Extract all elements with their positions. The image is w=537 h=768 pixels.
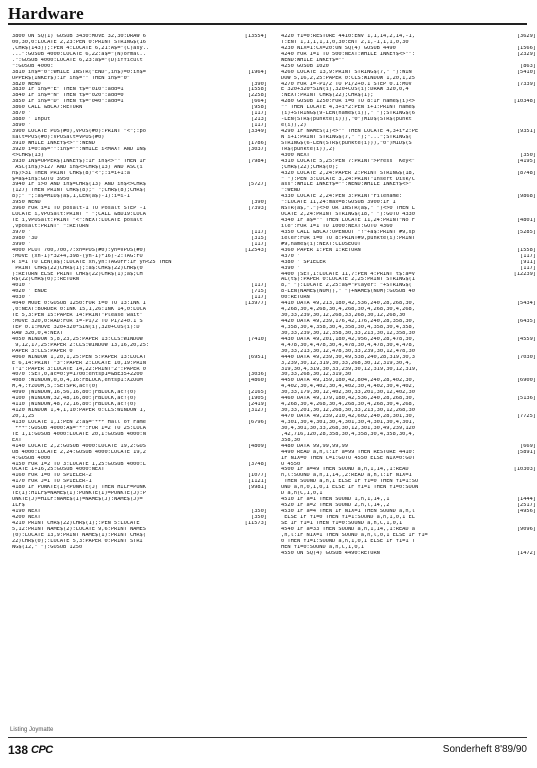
code-text: ":LOCATE 11,24:max=8:GOSUB 3900:IF I — [281, 200, 396, 206]
code-text: HEN f1=0:SOUND a,h,C,1,0,1 — [281, 544, 364, 550]
checksum: [5434] — [516, 301, 536, 307]
code-text: 4060 WINDOW 1,20,1,25:PEN 5:PAPER 13:LOCAT — [12, 354, 146, 360]
checksum: [6435] — [516, 319, 536, 324]
checksum: [4860] — [247, 378, 267, 384]
checksum: [350] — [251, 509, 267, 514]
code-text: -LEN(STR$(punkte(i))),"0")MID$(STR$(punkt — [281, 117, 412, 123]
code-text: 4300 NEXT — [281, 152, 310, 158]
code-text: 4440 DATA 49,239,30,49,538,240,28,319,30,3 — [281, 354, 415, 360]
code-text: 3,239,30,12,319,30,33,268,30,12,319,30,4, — [281, 360, 412, 366]
checksum: [2329] — [516, 51, 536, 57]
code-text: 3990 ' — [12, 241, 32, 247]
code-text: ):RETURN ELSE PRINT CHR$(22)CHR$(1);a$;CH — [12, 271, 143, 277]
code-text: 4220 f1=0:RESTORE 4410:ENV 1,1,14,2,14,-1, — [281, 34, 415, 39]
code-text: 30,33,239,30,12,268,33,268,30,12,268,30 — [281, 313, 406, 319]
code-text: 4,402,30,4,402,30,4,402,30,4,402,30,4,402, — [281, 384, 415, 390]
code-text: O 4550 — [281, 461, 301, 467]
checksum: [1964] — [247, 69, 267, 75]
code-text: 4480 DATA 99,99,99,99 — [281, 443, 348, 449]
code-text: 4530 IF a=4 THEN IF NIX=1 THEN SOUND a,h,l — [281, 509, 415, 514]
checksum: [117] — [251, 123, 267, 129]
code-text: 4460 DATA 49,179,180,42,536,240,28,268,30, — [281, 396, 415, 402]
issue-label: Sonderheft 8'89/90 — [442, 744, 527, 755]
checksum: [10348] — [513, 99, 536, 105]
code-text: 358,30 — [281, 437, 301, 443]
code-text: 30,33,239,30,12,358,30,33,213,30,12,358,30 — [281, 330, 415, 336]
checksum: [863] — [520, 63, 536, 69]
checksum: [350] — [520, 152, 536, 158]
checksum: [7725] — [516, 414, 536, 419]
code-text: OCATE I+16,25:GOSUB 4000:NEXT — [12, 467, 105, 473]
code-text: 4330 LOCATE 2,24:PEN 3:PRINT"Filename: — [281, 194, 403, 200]
code-text: 3970 ' — [12, 229, 32, 235]
code-text: 3920 i=0:a$="":in$="":WHILE i<MAX! AND IN$ — [12, 146, 146, 152]
code-text: 4320 LOCATE 2,24:PAPER 2:PRINT STRING$(18, — [281, 170, 415, 176]
checksum: [1077] — [247, 473, 267, 479]
code-text: 4090 |WINDOW,16,56,16,80:|FBLOCK,ac!(0) — [12, 390, 137, 396]
code-text: 4020 ' ENDE — [12, 289, 48, 295]
checksum: [1786] — [247, 140, 267, 146]
code-text: 4140 LOCATE 2,2:GOSUB 4000:LOCATE 19,2:GOS — [12, 443, 146, 449]
code-text: PAPER 3:CLS:PAPER 0 — [12, 348, 73, 354]
checksum: [5136] — [516, 396, 536, 402]
checksum: [2517] — [516, 503, 536, 509]
code-text: 8," "):LOCATE 2,25:a$="Player: "+STRING$( — [281, 283, 412, 289]
code-text: ELSE IF f1=0 THEN f1=1:SOUND a,h,1,0,1 EL — [281, 514, 415, 520]
code-text: ILF$ — [12, 503, 25, 509]
code-text: TR$(punkte(i)),2) — [281, 146, 336, 152]
checksum: [117] — [520, 253, 536, 259]
checksum: [715] — [251, 289, 267, 295]
checksum: [117] — [251, 295, 267, 301]
listing-column-right — [281, 34, 536, 724]
code-text: 4290 IF NAMES(I)<>"" THEN LOCATE 4,3+i*2:PE — [281, 129, 419, 134]
code-text: ...":GOSUB 4000:LOCATE 6,22:a$="(N)ormal.. — [12, 51, 146, 57]
code-text: 4,478,30,4,478,30,4,478,30,4,478,30,4,478, — [281, 342, 415, 348]
code-text: ,vposalt:PRINT" ":RETURN — [12, 224, 89, 229]
code-text: 4230 NIX=1:CX=20:ON SQ(4) GOSUB 4490 — [281, 45, 396, 51]
code-text: 4450 DATA 49,159,180,42,804,240,28,402,30, — [281, 378, 415, 384]
checksum: [8748] — [516, 170, 536, 176]
code-text: NG$(12," "):GOSUB 1250 — [12, 544, 83, 550]
code-text: 4150 FOR I=2 TO 3:LOCATE 1,25:GOSUB 4000:L — [12, 461, 146, 467]
code-text: 4350 CALL &BCA7:OPENOUT "!"+a$:PRINT #9,sp — [281, 229, 415, 235]
code-text: 30,4,301,30,33,268,30,12,301,30,49,239,120 — [281, 425, 415, 431]
checksum: [3349] — [247, 129, 267, 134]
checksum: [3629] — [516, 34, 536, 39]
code-text: 8-LEN(NAME$(NUM))," ")+NAME$(NUM):GOSUB 40 — [281, 289, 415, 295]
code-text: 4510 IF a=1 THEN SOUND 1,h,1,14,,1 — [281, 497, 390, 503]
checksum: [1566] — [516, 45, 536, 51]
code-text: AL(t$):PAPER 0:LOCATE 2,25:PRINT STRING$(1 — [281, 277, 415, 283]
code-text: 3800 ON SQ(1) GOSUB 3430:MOVE 32,30:DRAW 6 — [12, 34, 146, 39]
checksum: [4956] — [516, 509, 536, 514]
code-text: 30,33,179,30,12,402,30,33,201,30,12,402,30 — [281, 390, 415, 396]
code-text: IF NIX=0 THEN C=1:GOTO 4550 ELSE NIX=0:GOT — [281, 455, 415, 461]
code-text: 4080 :WINDOW,0,0,4,16:FBLOCK,entsp1:XZOOM — [12, 378, 143, 384]
checksum: [7984] — [247, 158, 267, 164]
checksum: [350] — [251, 514, 267, 520]
code-line — [12, 545, 267, 551]
code-text: 22)CHR$(0);:LOCATE 5,3:PAPER 0:PRINT STRI — [12, 538, 143, 544]
code-text: NSTR(a$,".")<>0 OR INSTR(a$," ")<>0 THEN L — [281, 206, 415, 212]
listing-column-left — [12, 34, 267, 724]
checksum: [11573] — [244, 520, 267, 526]
checksum: [7030] — [516, 354, 536, 360]
code-text: LOCATE i,VPOSalt:PRINT " ";CALL &BD19:LOCA — [12, 212, 146, 218]
code-text: UPPER$(INKEY$):IF in$="" THEN in$="0" — [12, 75, 130, 81]
checksum: [911] — [520, 259, 536, 265]
code-text: 4490 READ a,h,l:IF a=99 THEN RESTORE 4410: — [281, 449, 415, 455]
code-text: :MOVE (xn-1)*32+4,398-(yn-1)*16)-2:TAG:FO — [12, 253, 143, 259]
code-text: E 320+320*SIN(i),320+COS(i):DRAW 320,0,4 — [281, 87, 409, 93]
code-text: 4280 GOSUB 1250:FOR i=0 TO 8:IF name$(i)<> — [281, 99, 415, 105]
code-text: EXT — [12, 437, 22, 443]
code-text: T:ENT 1,1,1,1,1,0,30:ENT 2,1,-1,1,1,0,30 — [281, 39, 409, 45]
checksum: [3127] — [247, 408, 267, 414]
code-text: 4500 IF a=49 THEN SOUND a,h,1,14,,1:READ — [281, 467, 412, 473]
code-text: TE i,VPOSalt:PRINT "<":NEXT:LOCATE posalt — [12, 218, 143, 224]
checksum: [13977] — [244, 301, 267, 307]
listing-label: Listing Joymatte — [10, 727, 54, 733]
code-text: $=a$+in$:GOTO 3950 — [12, 176, 70, 182]
checksum: [117] — [251, 283, 267, 289]
code-text: 4040 MODE 0:GOSUB 1250:FOR i=0 TO 13:INK I — [12, 301, 146, 307]
checksum: [6951] — [247, 354, 267, 360]
code-text: 4120 WINDOW 1,4,1,10:PAPER 0:CLS:WINDOW 1, — [12, 408, 146, 414]
code-text: #9,name$(i):NEXT:CLOSEOUT — [281, 241, 361, 247]
code-text: 3840 IF in$="N" THEN t$="020":add=0 — [12, 93, 124, 99]
code-text: 3900 LOCATE POS(#0),VPOS(#0):PRINT "<";:po — [12, 129, 146, 134]
code-text: 30,33,201,30,12,268,30,33,213,30,12,268,30 — [281, 408, 415, 414]
code-text: 4210 PRINT CHR$(22)CHR$(1);:PEN 5:LOCATE — [12, 520, 143, 526]
code-text: 4520 IF a=2 THEN SOUND 2,h,l,14,,2 — [281, 503, 390, 509]
checksum: [1472] — [516, 550, 536, 556]
checksum: [390] — [251, 200, 267, 206]
code-text: DOW 5,16,2,25:PAPER 0:CLS:WINDOW 1,20,1,25 — [281, 75, 415, 81]
code-text: PRINT CHR$(22)CHR$(1);:a$:CHR$(22)CHR$(0 — [12, 265, 143, 271]
code-text: 4260 LOCATE 13,9:PRINT STRING$(7," "):WIN — [281, 69, 412, 75]
checksum: [117] — [251, 229, 267, 235]
checksum: [117] — [251, 111, 267, 117]
code-text: <>CHR$(13) — [12, 152, 44, 158]
code-text: 4010 ' — [12, 283, 32, 289]
code-text: 4070 :SET,0,ac=0:y=1700:entsp1=&BE35+2200 — [12, 372, 143, 378]
code-text: ***":GOSUB 4000:A$="*":FOR I=2 TO 25:LOCA — [12, 425, 146, 431]
code-text: " "):PEN 3:LOCATE 3,24:PRINT"Insert Disk/C — [281, 176, 415, 182]
code-text: 3960 FOR i=1 TO posalt-1 TO Posalt STEP -1 — [12, 206, 146, 212]
code-text: SE IF f1=1 THEN f1=0:SOUND a,h,C,1,0,1 — [281, 520, 403, 526]
code-text: 4540 IF a=33 THEN SOUND a,h,1,14,,1:READ a — [281, 526, 415, 532]
code-text: (i)+STRING$(9-LEN(name$(i))," ");STRING$(6 — [281, 111, 415, 117]
checksum: [4809] — [247, 443, 267, 449]
code-text: 319,30,4,319,30,33,239,30,12,319,30,12,319, — [281, 366, 419, 372]
code-text: ieler:FOR i=0 TO 8:PRINT#9,punkte(i):PRINT — [281, 235, 415, 241]
code-text: 4190 NEXT — [12, 509, 41, 514]
code-text: ,42,716,120,28,358,30,4,358,30,4,358,30,4, — [281, 431, 415, 437]
code-text: 4170 FOR J=I TO SPIELER-1 — [12, 479, 92, 485]
checksum: [6796] — [247, 419, 267, 425]
checksum: [6900] — [516, 378, 536, 384]
code-text: 30,33,213,30,12,478,30,33,239,30,12,478,30 — [281, 348, 415, 354]
code-text: UND a,h,0,1,0,1 ELSE IF f1=1 THEN f1=0:SOUN — [281, 485, 419, 491]
checksum: [390] — [251, 81, 267, 87]
checksum: [213] — [251, 117, 267, 123]
code-text: R i=1 TO LEN(a$):LOCATE xn,yn:TAGOFF:IF yn<25 THEN — [12, 259, 172, 265]
code-text: TE 1,1:GOSUB 4000:LOCATE 20,I:GOSUB 4000:N — [12, 431, 146, 437]
code-text: 00:RETURN — [281, 295, 310, 301]
code-text: 9,12,17,25:PAPER 2:CLS:WINDOW 13,16,20,25: — [12, 342, 150, 348]
code-text: 8);" ";:a$=MID$(a$,1,LEN(a$)-1):i=i-1 — [12, 194, 130, 200]
code-text: 3890 ' — [12, 123, 32, 129]
checksum: [958] — [251, 105, 267, 111]
checksum: [5410] — [516, 69, 536, 75]
code-text: n$)>31 THEN PRINT CHR$(8)"<";:i=i+1:a — [12, 170, 130, 176]
checksum: [117] — [520, 265, 536, 271]
checksum: [13554] — [244, 34, 267, 39]
code-text: 4200 NEXT — [12, 514, 41, 520]
code-text: ;CHR$(22);CHR$(0); — [281, 164, 339, 170]
code-text: 3910 WHILE INKEY$<>"":WEND — [12, 140, 95, 146]
code-text: ":WEND — [281, 188, 301, 194]
code-text: 4110 |WINDOW,48,72,16,80:|FBLOCK,ac!(0) — [12, 402, 137, 408]
code-text: OCATE 2,24:PRINT STRING$(18," "):GOTO 4330 — [281, 212, 415, 218]
checksum: [1905] — [247, 396, 267, 402]
code-text: ,CHR$(143));:PEN 4:LOCATE 6,21:A$="(C)asy.. — [12, 45, 150, 51]
code-line — [281, 551, 536, 557]
code-text: 4370 ' — [281, 253, 301, 259]
code-text: .":GOSUB 4000:LOCATE 6,23:a$="(D)ifficult — [12, 57, 143, 63]
checksum: [10303] — [513, 467, 536, 473]
code-text: 3850 IF in$="D" THEN t$="040":add=1 — [12, 99, 124, 105]
code-text: 3870 ' — [12, 111, 32, 117]
checksum: [1121] — [247, 479, 267, 485]
code-text: UNKTE(J)=HILF:NAME$(I)=NAME$(J):NAME$(J)= — [12, 497, 143, 503]
code-text: 5,12:PRINT NAME$(2):LOCATE 9,6:PRINT NAMES — [12, 526, 146, 532]
section-title: Hardware — [8, 4, 84, 23]
checksum: [9351] — [516, 129, 536, 134]
checksum: [2419] — [247, 402, 267, 408]
code-text: 4,301,30,4,301,30,4,301,30,4,301,30,4,301, — [281, 419, 415, 425]
checksum: [3037] — [247, 146, 267, 152]
code-text: salt=POS(#0):VPOSalt=VPOS(#0) — [12, 134, 105, 140]
code-text: E 6,14:PRINT "3":PAPER 2:LOCATE 10,19:PRIN — [12, 360, 146, 366]
checksum: [4195] — [516, 158, 536, 164]
checksum: [2165] — [247, 390, 267, 396]
checksum: [7393] — [247, 206, 267, 212]
checksum: [5891] — [516, 449, 536, 455]
checksum: [4559] — [516, 336, 536, 342]
code-text: TEP 0.1:MOVE 320+320*SIN(i),320+COS(i):D — [12, 324, 140, 330]
code-text: ile":FOR I=1 TO 1000:NEXT:GOTO 4360 — [281, 224, 393, 229]
code-text: 3880 ' Input — [12, 117, 51, 123]
code-text: WEND:WHILE INKEY$="" — [281, 57, 345, 63]
checksum: [117] — [251, 241, 267, 247]
code-text: UB 4000:LOCATE 2,24:GOSUB 4000:LOCATE 19,2 — [12, 449, 146, 455]
code-text: M,4,:YZOOM,5,:SETSPR,ac!(0) — [12, 384, 99, 390]
checksum: [12239] — [513, 271, 536, 277]
code-text: 4550 ON SQ(4) GOSUB 4490:RETURN — [281, 550, 380, 556]
code-text: 4240 FOR I=1 TO 500:NEXT:WHILE INKEY$<>"": — [281, 51, 415, 57]
checksum: [9868] — [516, 194, 536, 200]
code-text: ASC(in$)>127 AND in$<>CHR$(13) AND ASC(i — [12, 164, 143, 170]
code-text: 4430 DATA 49,201,180,42,956,240,28,478,30, — [281, 336, 415, 342]
checksum: [669] — [520, 443, 536, 449]
code-text: 4050 WINDOW 5,8,23,25:PAPER 13:CLS:WINDOW — [12, 336, 143, 342]
code-text: "" THEN LOCATE 4,3+i*2:PEN i+1:PRINT name$ — [281, 105, 415, 111]
code-text: 4410 DATA 49,213,180,42,536,240,28,268,30, — [281, 301, 415, 307]
code-text: THEN SOUND a,h,1 ELSE IF f1=0 THEN f1=1:SO — [281, 479, 419, 485]
header-rule — [8, 23, 527, 25]
code-text: 00,30,0:LOCATE 2,23:PEN 0:PRINT STRING$(16 — [12, 39, 146, 45]
code-text: TE 5,3:PEN 15:PAPER 14:PRINT"Please wait" — [12, 313, 143, 319]
footer-rule — [8, 737, 527, 738]
code-text: 4100 |WINDOW,32,48,16,80:|FBLOCK,ac!(0) — [12, 396, 137, 402]
checksum: [5727] — [247, 182, 267, 188]
code-text: (127) THEN PRINT CHR$(8);" ";CHR$(8);CHR$( — [12, 188, 146, 194]
code-text: 3860 CALL &BCA7:RETURN — [12, 105, 83, 111]
code-text: 4180 IF PUNKTE(I)<PUNKTE(J) THEN HILF=PUNK — [12, 485, 146, 491]
code-text: 4270 FOR I=-PI/2 TO PI/2+0.1 STEP 0.1:MOV — [281, 81, 412, 87]
code-text: 4390 ' — [281, 265, 301, 271]
checksum: [1558] — [516, 247, 536, 253]
magazine-logo: CPC — [31, 744, 53, 756]
code-text: N i+1:PRINT STRING$(7," ");"...";STRING$( — [281, 134, 412, 140]
code-text: e(i)),2) — [281, 123, 307, 129]
code-text: 4310 LOCATE 5,25:PEN 7:PRINT">Press Key<" — [281, 158, 415, 164]
code-text: :NEXT:PRINT CHR$(22);CHR$(1); — [281, 93, 374, 99]
code-text: 0 THEN f1=1:SOUND a,h,1,0,1 ELSE IF f1=1 T — [281, 538, 415, 544]
code-text: T"1":PAPER 3:LOCATE 14,22:PRINT"2":PAPER 0 — [12, 366, 146, 372]
code-text: 4030 ' — [12, 295, 32, 301]
code-text: D a,h(C,1,0,1 — [281, 491, 323, 497]
checksum: [5285] — [516, 229, 536, 235]
code-text: h,l:SOUND a,h,1,14,,2:READ a,h,l:IF NIX=1 — [281, 473, 412, 479]
code-text: 4340 IF a$="" THEN LOCATE 11,24:PRINT"No F — [281, 218, 415, 224]
code-text: ":GOSUB 4000: — [12, 63, 54, 69]
code-text: RAW 320,0,4:NEXT — [12, 330, 64, 336]
code-text: 4,268,30,4,268,30,4,268,30,4,268,30,4,268, — [281, 402, 415, 408]
code-text: ass":WHILE INKEY$="":WEND:WHILE INKEY$<>" — [281, 182, 412, 188]
code-text: 3950 WEND — [12, 200, 41, 206]
code-text: 3820 WEND — [12, 81, 41, 87]
code-text: 4250 GOSUB 1020 — [281, 63, 329, 69]
page-number: 138 — [8, 743, 29, 757]
code-text: 3940 IF i>0 AND in$=CHR$(13) AND in$<>CHR$ — [12, 182, 146, 188]
code-text: 4000 PLOT 700,700,7:xn=POS(#0):yn=VPOS(#0) — [12, 247, 146, 253]
code-text: 4,358,30,4,358,30,4,358,30,4,358,30,4,358, — [281, 324, 415, 330]
code-text: 3930 IN$=UPPER$(INKEY$):IF in$<>"" THEN IF — [12, 158, 146, 164]
code-text: :MOVE 320,0:RAD:FOR i=-PI/2 TO PI/2+0.1 S — [12, 319, 143, 324]
checksum: [9981] — [247, 485, 267, 491]
code-text: STRING$(6-LEN(STR$(punkte(i))),"0")MID$(S — [281, 140, 412, 146]
checksum: [1558] — [247, 87, 267, 93]
checksum: [1444] — [516, 497, 536, 503]
checksum: [3036] — [247, 372, 267, 378]
code-text: 20,1,25 — [12, 414, 35, 419]
code-text: R$(22)CHR$(0);:RETURN — [12, 277, 79, 283]
code-text: 4130 LOCATE 1,1:PEN 2:a$="*** Hall of Fame — [12, 419, 146, 425]
code-text: 4400 |SET,1:LOCATE 11,7:PEN 4:PRINT t$:a=V — [281, 271, 415, 277]
code-text: (0):LOCATE 13,9:PRINT NAME$(1):PRINT CHR$( — [12, 532, 146, 538]
code-text: 3980 '3D — [12, 235, 38, 241]
code-text: TE(I):HILF$=NAME$(I):PUNKTE(I)=PUNKTE(J):P — [12, 491, 146, 497]
code-text: 4470 DATA 49,239,210,42,602,240,28,301,30, — [281, 414, 415, 419]
code-text: 4160 FOR I=0 TO SPIELER-2 — [12, 473, 92, 479]
code-text: ,0:NEXT:BORDER 0:INK 15,1,26:INK 14,0:LOCA — [12, 307, 146, 313]
code-text: 4:GOSUB 4000 — [12, 455, 51, 461]
code-text: 4420 DATA 49,239,176,42,176,240,28,358,30, — [281, 319, 415, 324]
checksum: [12543] — [244, 247, 267, 253]
code-text: 4380 ' SPIELER — [281, 259, 326, 265]
checksum: [4801] — [516, 218, 536, 224]
checksum: [7339] — [516, 81, 536, 87]
checksum: [315] — [251, 235, 267, 241]
checksum: [2258] — [247, 93, 267, 99]
code-text: ,h,l:IF NIX=1 THEN SOUND a,h,l,0,1 ELSE IF f1= — [281, 532, 428, 538]
code-text: 3810 in$="0":WHILE INSTR("END",in$)=0:in$= — [12, 69, 146, 75]
code-text: 4,268,30,4,268,30,4,268,30,4,268,30,4,268, — [281, 307, 415, 313]
code-text: 3830 IF in$="E" THEN t$="010":add=1 — [12, 87, 124, 93]
code-text: 30,33,268,30,12,319,30 — [281, 372, 352, 378]
checksum: [664] — [251, 99, 267, 105]
checksum: [7410] — [247, 336, 267, 342]
checksum: [3748] — [247, 461, 267, 467]
checksum: [9096] — [516, 526, 536, 532]
code-text: 4360 PAPER 1:PEN 1:RETURN — [281, 247, 361, 253]
